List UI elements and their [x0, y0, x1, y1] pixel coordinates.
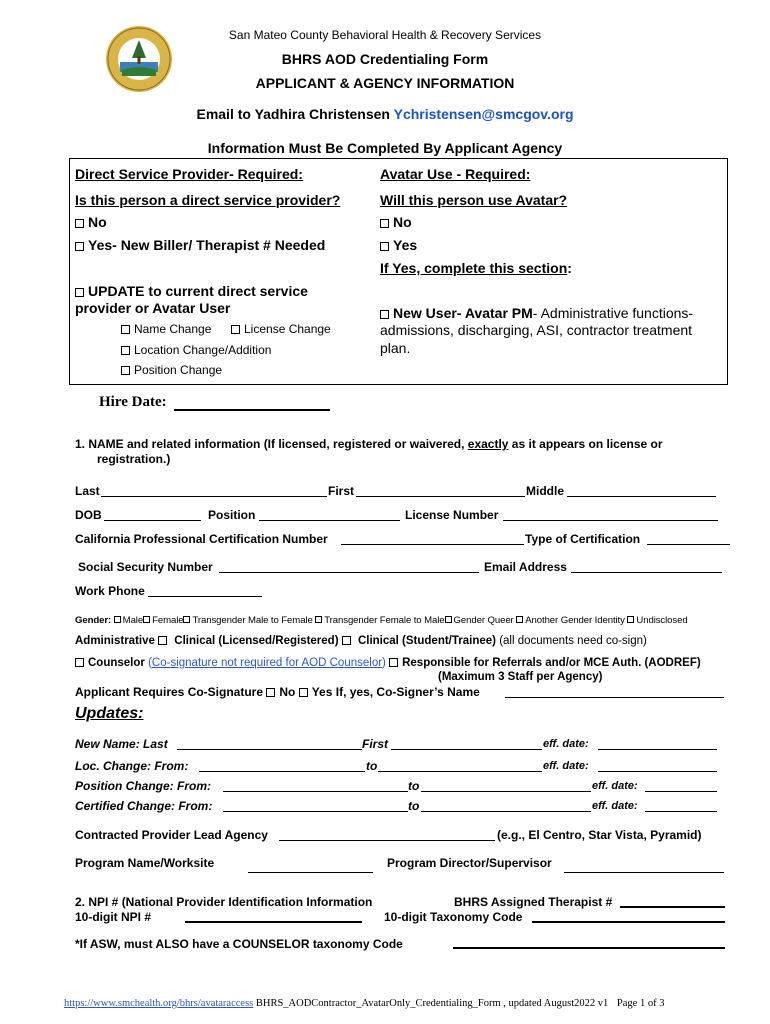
last-field[interactable] — [101, 496, 327, 497]
license-change-option[interactable]: License Change — [231, 322, 331, 336]
certified-to-label: to — [408, 799, 420, 813]
asw-note: *If ASW, must ALSO have a COUNSELOR taxonomy Code — [75, 937, 403, 951]
loc-change-label: Loc. Change: From: — [75, 759, 189, 773]
new-name-last-field[interactable] — [177, 749, 362, 750]
direct-service-question: Is this person a direct service provider? — [75, 192, 341, 208]
counselor-taxonomy-field[interactable] — [453, 947, 725, 949]
lead-agency-example: (e.g., El Centro, Star Vista, Pyramid) — [497, 828, 702, 842]
npi10-label: 10-digit NPI # — [75, 910, 152, 924]
avatar-title: Avatar Use - Required: — [380, 166, 531, 182]
cosigner-name-field[interactable] — [505, 697, 724, 698]
gender-queer[interactable]: Gender Queer — [445, 615, 514, 626]
email-line — [0, 106, 770, 122]
position-change-option[interactable]: Position Change — [121, 363, 222, 377]
position-to-field[interactable] — [421, 791, 591, 792]
last-label: Last — [75, 484, 100, 498]
gender-male[interactable]: Male — [114, 615, 143, 626]
lead-agency-label: Contracted Provider Lead Agency — [75, 828, 268, 842]
eff-date-field-4[interactable] — [645, 811, 717, 812]
license-number-label: License Number — [405, 508, 499, 522]
new-name-label: New Name: Last — [75, 737, 168, 751]
position-change-label: Position Change: From: — [75, 779, 211, 793]
npi10-field[interactable] — [185, 921, 362, 923]
direct-service-title: Direct Service Provider- Required: — [75, 166, 303, 182]
program-name-field[interactable] — [248, 872, 373, 873]
position-field[interactable] — [259, 520, 400, 521]
type-cert-field[interactable] — [647, 544, 730, 545]
lead-agency-field[interactable] — [279, 840, 495, 841]
position-to-label: to — [408, 779, 420, 793]
position-label: Position — [208, 508, 256, 522]
middle-field[interactable] — [567, 496, 716, 497]
checkbox[interactable] — [121, 346, 130, 355]
certified-change-label: Certified Change: From: — [75, 799, 213, 813]
eff-date-label-2: eff. date: — [543, 760, 589, 772]
first-label: First — [328, 484, 355, 498]
checkbox[interactable] — [380, 310, 389, 319]
taxonomy-label: 10-digit Taxonomy Code — [384, 910, 523, 924]
cosign-no[interactable]: No — [266, 685, 295, 699]
eff-date-field-2[interactable] — [598, 771, 717, 772]
new-user-option[interactable]: New User- Avatar PM- Administrative functions- — [380, 305, 693, 321]
type-cert-label: Type of Certification — [525, 532, 641, 546]
gender-row: Gender: Male Female Transgender Male to Female Transgender Female to Male Gender Queer Another Gender Identity Undisclosed — [75, 615, 688, 626]
program-director-field[interactable] — [564, 872, 724, 873]
bhrs-therapist-label: BHRS Assigned Therapist # — [454, 895, 613, 909]
update-option[interactable]: UPDATE to current direct service — [75, 283, 308, 299]
counselor-option[interactable]: Counselor — [75, 657, 145, 669]
eff-date-field-3[interactable] — [645, 791, 717, 792]
footer — [64, 998, 664, 1009]
dob-field[interactable] — [104, 520, 201, 521]
org-name: San Mateo County Behavioral Health & Recovery Services — [228, 28, 542, 42]
program-director-label: Program Director/Supervisor — [387, 856, 552, 870]
responsible-option[interactable]: Responsible for Referrals and/or MCE Auth. (AODREF) — [389, 657, 701, 669]
new-user-line2: admissions, discharging, ASI, contractor treatment — [380, 322, 693, 338]
max-staff-note: (Maximum 3 Staff per Agency) — [438, 671, 603, 683]
cosign-row: Applicant Requires Co-Signature No Yes If, yes, Co-Signer’s Name — [75, 685, 480, 699]
loc-from-field[interactable] — [199, 771, 365, 772]
work-phone-label: Work Phone — [75, 584, 145, 598]
update-option-line2: provider or Avatar User — [75, 300, 231, 316]
certified-to-field[interactable] — [421, 811, 591, 812]
instruction: Information Must Be Completed By Applicant Agency — [207, 140, 563, 156]
counselor-row: Counselor (Co-signature not required for AOD Counselor) Responsible for Referrals and/or MCE Auth. (AODREF) — [75, 657, 701, 669]
dob-label: DOB — [75, 508, 102, 522]
role-clinical-licensed[interactable]: Clinical (Licensed/Registered) — [174, 635, 354, 647]
role-row — [75, 635, 647, 647]
email-link[interactable]: Ychristensen@smcgov.org — [393, 106, 574, 122]
avatar-question: Will this person use Avatar? — [380, 192, 568, 208]
gender-undisclosed[interactable]: Undisclosed — [627, 615, 687, 626]
eff-date-label-4: eff. date: — [592, 800, 638, 812]
middle-label: Middle — [526, 484, 564, 498]
name-change-option[interactable]: Name Change — [121, 322, 211, 336]
new-name-first-field[interactable] — [391, 749, 542, 750]
direct-service-no[interactable]: No — [75, 214, 107, 230]
direct-service-yes[interactable]: Yes- New Biller/ Therapist # Needed — [75, 237, 325, 253]
new-user-line3: plan. — [380, 340, 411, 356]
certified-from-field[interactable] — [223, 811, 408, 812]
npi-heading: 2. NPI # (National Provider Identification Information — [75, 895, 373, 909]
checkbox[interactable] — [75, 219, 84, 228]
checkbox[interactable] — [75, 242, 84, 251]
eff-date-field-1[interactable] — [598, 749, 717, 750]
bhrs-therapist-field[interactable] — [620, 906, 725, 908]
footer-doc: BHRS_AODContractor_AvatarOnly_Credentialing_Form , updated August2022 v1 — [255, 998, 609, 1009]
footer-url[interactable]: https://www.smchealth.org/bhrs/avataraccess — [64, 998, 254, 1009]
gender-trans-mtf[interactable]: Transgender Male to Female — [183, 615, 312, 626]
checkbox[interactable] — [380, 242, 389, 251]
counselor-note: Co-signature not required for AOD Counselor — [151, 657, 383, 669]
role-clinical-student[interactable]: Clinical (Student/Trainee) — [357, 635, 496, 647]
checkbox[interactable] — [75, 288, 84, 297]
work-phone-field[interactable] — [148, 596, 262, 597]
first-field[interactable] — [356, 496, 525, 497]
gender-trans-ftm[interactable]: Transgender Female to Male — [315, 615, 444, 626]
hire-date-label: Hire Date: — [99, 394, 167, 410]
checkbox[interactable] — [121, 366, 130, 375]
updates-heading: Updates: — [75, 705, 144, 722]
ca-cert-field[interactable] — [341, 544, 524, 545]
hire-date-field[interactable] — [174, 409, 330, 411]
ca-cert-label: California Professional Certification Number — [75, 532, 328, 546]
checkbox[interactable] — [380, 219, 389, 228]
form-title: BHRS AOD Credentialing Form — [281, 51, 489, 67]
section1-heading-line2: registration.) — [97, 452, 171, 466]
email-prefix: Email to Yadhira Christensen — [196, 106, 390, 122]
ssn-label: Social Security Number — [78, 560, 213, 574]
checkbox[interactable] — [231, 325, 240, 334]
program-name-label: Program Name/Worksite — [75, 856, 215, 870]
eff-date-label-3: eff. date: — [592, 780, 638, 792]
form-subtitle: APPLICANT & AGENCY INFORMATION — [255, 75, 515, 91]
avatar-no[interactable]: No — [380, 214, 412, 230]
loc-to-field[interactable] — [378, 771, 542, 772]
role-administrative[interactable]: Administrative — [75, 635, 171, 647]
taxonomy-field[interactable] — [532, 921, 725, 923]
license-number-field[interactable] — [503, 520, 718, 521]
ssn-field[interactable] — [219, 572, 479, 573]
email-address-field[interactable] — [571, 572, 722, 573]
cosign-yes[interactable]: Yes If, yes, Co-Signer’s Name — [299, 685, 480, 699]
gender-another[interactable]: Another Gender Identity — [516, 615, 625, 626]
email-address-label: Email Address — [484, 560, 567, 574]
footer-page: Page 1 of 3 — [616, 998, 665, 1009]
location-change-option[interactable]: Location Change/Addition — [121, 343, 271, 357]
loc-to-label: to — [366, 759, 378, 773]
new-name-first-label: First — [362, 737, 389, 751]
checkbox[interactable] — [121, 325, 130, 334]
eff-date-label-1: eff. date: — [543, 738, 589, 750]
avatar-yes[interactable]: Yes — [380, 237, 417, 253]
gender-female[interactable]: Female — [143, 615, 183, 626]
section1-heading: 1. NAME and related information (If licensed, registered or waivered, exactly as it appears on license or — [75, 437, 663, 451]
cosign-note: (all documents need co-sign) — [499, 635, 647, 647]
position-from-field[interactable] — [223, 791, 408, 792]
if-yes-instruction: If Yes, complete this section: — [380, 260, 572, 276]
